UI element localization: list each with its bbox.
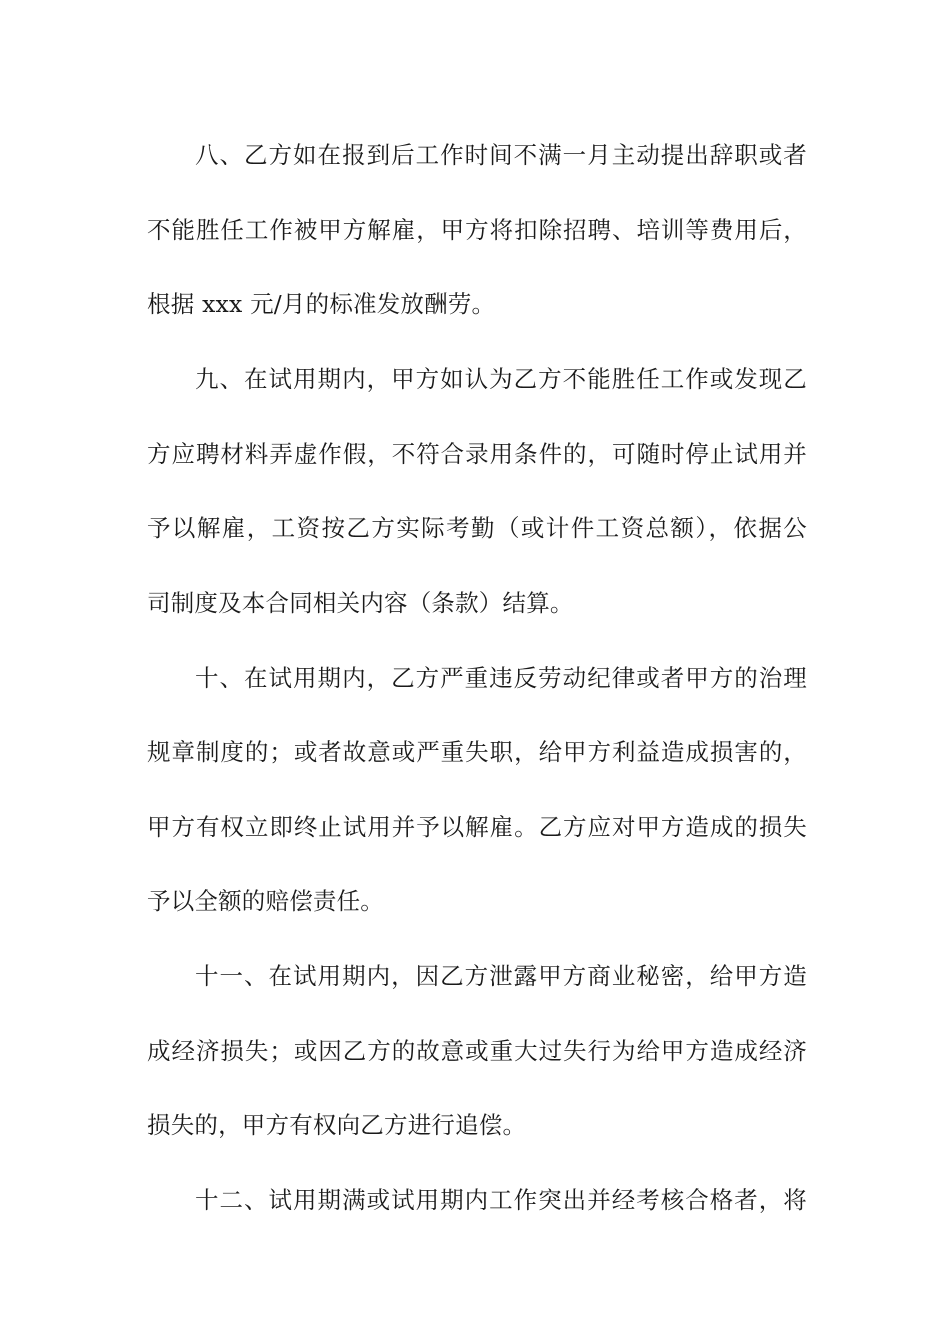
paragraph-9-line-1: 九、在试用期内，甲方如认为乙方不能胜任工作或发现乙 [195,365,807,393]
paragraph-9-line-4: 司制度及本合同相关内容（条款）结算。 [147,589,574,617]
paragraph-10-line-4: 予以全额的赔偿责任。 [147,887,384,915]
paragraph-10-line-1: 十、在试用期内，乙方严重违反劳动纪律或者甲方的治理 [195,664,807,692]
paragraph-10-line-3: 甲方有权立即终止试用并予以解雇。乙方应对甲方造成的损失 [147,813,807,841]
paragraph-12-line-1: 十二、试用期满或试用期内工作突出并经考核合格者，将 [195,1186,807,1214]
paragraph-11-line-1: 十一、在试用期内，因乙方泄露甲方商业秘密，给甲方造 [195,962,807,990]
paragraph-9-line-3: 予以解雇，工资按乙方实际考勤（或计件工资总额），依据公 [147,514,807,542]
paragraph-8-line-2: 不能胜任工作被甲方解雇，甲方将扣除招聘、培训等费用后， [147,216,807,244]
paragraph-8-line-3: 根据 xxx 元/月的标准发放酬劳。 [147,290,496,318]
paragraph-9-line-2: 方应聘材料弄虚作假，不符合录用条件的，可随时停止试用并 [147,440,807,468]
paragraph-11-line-2: 成经济损失；或因乙方的故意或重大过失行为给甲方造成经济 [147,1037,807,1065]
paragraph-10-line-2: 规章制度的；或者故意或严重失职，给甲方利益造成损害的， [147,738,807,766]
paragraph-11-line-3: 损失的，甲方有权向乙方进行追偿。 [147,1111,527,1139]
paragraph-8-line-1: 八、乙方如在报到后工作时间不满一月主动提出辞职或者 [195,141,807,169]
